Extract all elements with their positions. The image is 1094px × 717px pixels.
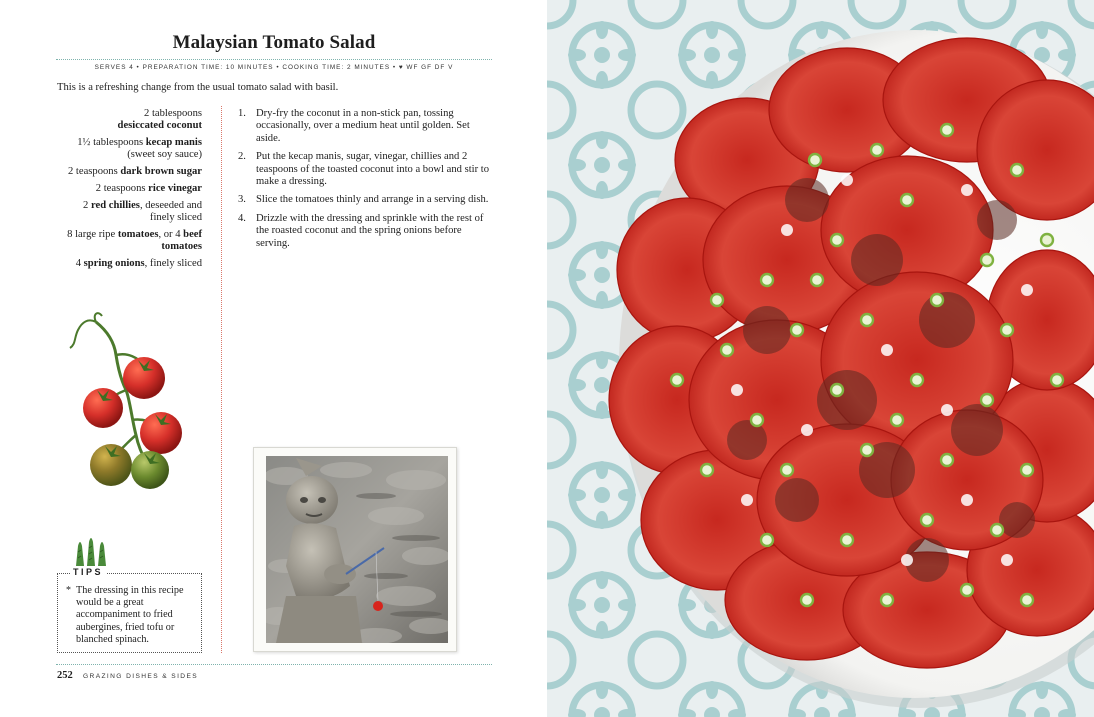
ingredient-item: 2 teaspoons rice vinegar [95, 183, 202, 194]
tomato-vine-illustration [66, 310, 196, 510]
tomato-salad-photo [547, 0, 1094, 717]
ingredient-list [58, 108, 202, 275]
column-divider [221, 106, 222, 653]
ingredient-item: 1½ tablespoons kecap manis (sweet soy sauce) [77, 137, 202, 160]
asparagus-icon [72, 534, 110, 566]
salad-photo-page [547, 0, 1094, 717]
stone-statue-photo [266, 456, 448, 643]
recipe-intro: This is a refreshing change from the usual tomato salad with basil. [57, 82, 339, 93]
ingredient-item: 2 red chillies, deseeded and finely sliced [83, 200, 202, 223]
page-number: 252 [57, 670, 73, 681]
ingredient-item: 2 tablespoons desiccated coconut [117, 108, 202, 131]
method-step: 1. Dry-fry the coconut in a non-stick pan, tossing occasionally, over a medium heat until golden. Set aside. [238, 108, 470, 144]
tips-text: The dressing in this recipe would be a great accompaniment to fried aubergines, fried tofu or blanched spinach. [76, 585, 184, 645]
method-step: 3. Slice the tomatoes thinly and arrange in a serving dish. [238, 194, 489, 206]
recipe-meta: SERVES 4 • PREPARATION TIME: 10 MINUTES • COOKING TIME: 2 MINUTES • ♥ WF GF DF V [94, 64, 454, 71]
section-name: GRAZING DISHES & SIDES [83, 673, 199, 680]
ingredient-item: 4 spring onions, finely sliced [75, 258, 202, 269]
title-rule [56, 59, 492, 60]
tips-label: TIPS [70, 567, 106, 577]
footer-rule [56, 664, 492, 665]
statue-photo-frame [253, 447, 457, 652]
tips-bullet: * [66, 585, 71, 596]
method-step: 2. Put the kecap manis, sugar, vinegar, chillies and 2 teaspoons of the toasted coconut into a bowl and stir to make a dressing. [238, 151, 490, 188]
recipe-title: Malaysian Tomato Salad [172, 32, 376, 53]
ingredient-item: 8 large ripe tomatoes, or 4 beef tomatoes [67, 229, 202, 252]
method-steps [238, 108, 490, 256]
method-step: 4. Drizzle with the dressing and sprinkle with the rest of the roasted coconut and the spring onions before serving. [238, 212, 484, 249]
ingredient-item: 2 teaspoons dark brown sugar [67, 166, 202, 177]
